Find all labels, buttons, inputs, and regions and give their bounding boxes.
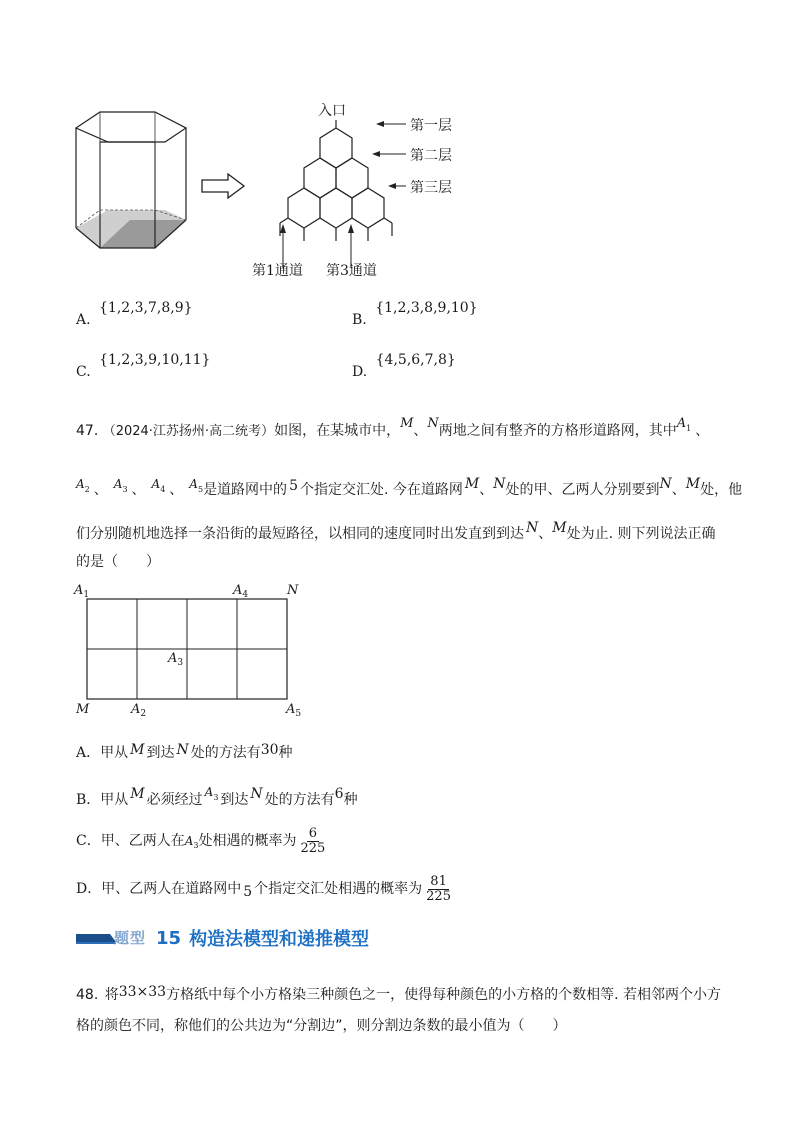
q47-line4: 的是（ ） xyxy=(76,554,160,570)
section-title: 构造法模型和递推模型 xyxy=(189,929,370,950)
q47-line3: 们分别随机地选择一条沿街的最短路径，以相同的速度同时出发直到到达 N、M处为止. 则下列说法正确 xyxy=(76,520,716,542)
fraction-d: $\frac{81}{225}$ xyxy=(426,873,451,904)
hexagonal-prism-figure xyxy=(70,100,200,265)
fraction-c: $\frac{6}{225}$ xyxy=(300,825,326,856)
q47-line1: 47. （2024·江苏扬州·高二统考）如图，在某城市中，M、N两地之间有整齐的方格形道路网，其中$A^1$ 、 xyxy=(76,416,710,439)
right-arrow-icon xyxy=(200,173,246,199)
layer2-label: 第二层 xyxy=(410,148,452,164)
section-banner xyxy=(76,926,369,950)
section-number: 15 xyxy=(156,927,182,949)
grid-label-a2: $A_2$ xyxy=(131,702,147,719)
q47-option-b[interactable]: B．甲从 M 必须经过 $A^3$ 到达 N 处的方法有6种 xyxy=(76,785,358,808)
grid-label-m: M xyxy=(76,702,90,717)
layer3-label: 第三层 xyxy=(410,180,452,196)
question-number: 47. xyxy=(76,423,99,439)
grid-label-a1: $A_1$ xyxy=(74,583,90,600)
road-grid-figure xyxy=(86,598,290,702)
question-number: 48. xyxy=(76,987,99,1003)
section-tag: 题型 xyxy=(76,930,148,946)
grid-label-a5: $A_5$ xyxy=(286,702,302,719)
grid-label-a4: $A_4$ xyxy=(233,583,249,600)
grid-label-n: N xyxy=(287,583,299,598)
q48-line1: 48. 将33×33方格纸中每个小方格染三种颜色之一，使得每种颜色的小方格的个数相等. 若相邻两个小方 xyxy=(76,984,721,1003)
channel3-label: 第3通道 xyxy=(326,263,377,279)
q46-option-a[interactable]: A. {1,2,3,7,8,9} xyxy=(76,300,193,328)
channel1-label: 第1通道 xyxy=(252,263,303,279)
grid-label-a3: $A_3$ xyxy=(168,651,184,668)
q46-option-d[interactable]: D. {4,5,6,7,8} xyxy=(352,352,456,380)
layer1-label: 第一层 xyxy=(410,118,452,134)
q47-line2: A2 、 A3 、 A4 、 A5是道路网中的 5 个指定交汇处. 今在道路网 M、N处的甲、乙两人分别要到N、M处，他 xyxy=(76,476,743,498)
q46-option-b[interactable]: B. {1,2,3,8,9,10} xyxy=(352,300,478,328)
q47-option-c[interactable]: C．甲、乙两人在$A_3$处相遇的概率为 $\frac{6}{225}$ xyxy=(76,825,326,856)
q47-option-a[interactable]: A．甲从 M 到达 N 处的方法有30种 xyxy=(76,742,293,761)
q47-option-d[interactable]: D．甲、乙两人在道路网中 5 个指定交汇处相遇的概率为 $\frac{81}{225}$ xyxy=(76,873,451,904)
q48-line2: 格的颜色不同，称他们的公共边为“分割边”，则分割边条数的最小值为（ ） xyxy=(76,1018,567,1034)
q46-option-c[interactable]: C. {1,2,3,9,10,11} xyxy=(76,352,211,380)
entrance-label: 入口 xyxy=(318,103,346,119)
question-source: （2024·江苏扬州·高二统考） xyxy=(102,424,275,439)
